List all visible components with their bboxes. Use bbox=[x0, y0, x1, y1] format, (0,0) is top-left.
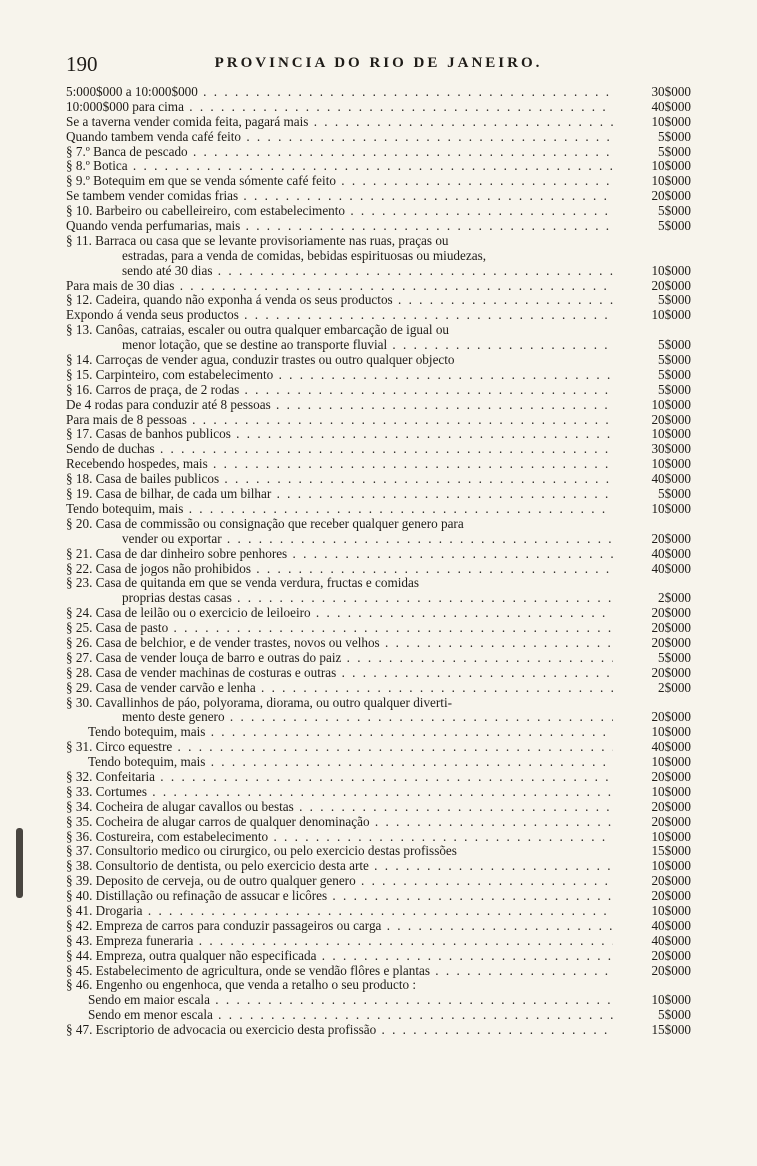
row-value: 10$000 bbox=[651, 992, 691, 1008]
table-row bbox=[66, 189, 691, 204]
table-row bbox=[66, 547, 691, 562]
table-row bbox=[66, 576, 691, 591]
row-label: Tendo botequim, mais . . . bbox=[88, 755, 613, 770]
row-value: 40$000 bbox=[651, 932, 691, 948]
table-row bbox=[66, 145, 691, 160]
table-row bbox=[66, 844, 691, 859]
row-value: 20$000 bbox=[651, 605, 691, 621]
row-value: 10$000 bbox=[651, 724, 691, 740]
table-row bbox=[66, 681, 691, 696]
row-value: 20$000 bbox=[651, 962, 691, 978]
table-row bbox=[66, 427, 691, 442]
table-row bbox=[66, 725, 691, 740]
row-label: Para mais de 30 dias . . . bbox=[66, 279, 613, 294]
row-value: 40$000 bbox=[651, 560, 691, 576]
row-value: 5$000 bbox=[658, 649, 691, 665]
row-value: 40$000 bbox=[651, 739, 691, 755]
row-value: 2$000 bbox=[658, 679, 691, 695]
row-label: § 32. Confeitaria . . . bbox=[66, 770, 613, 785]
page-header bbox=[66, 52, 691, 78]
row-value: 10$000 bbox=[651, 456, 691, 472]
row-value: 5$000 bbox=[658, 143, 691, 159]
row-label: § 37. Consultorio medico ou cirurgico, ou pelo exercicio destas profissões bbox=[66, 844, 457, 859]
row-label: § 35. Cocheira de alugar carros de qualquer denominação . . . bbox=[66, 815, 613, 830]
table-row bbox=[66, 904, 691, 919]
row-value: 10$000 bbox=[651, 828, 691, 844]
table-row bbox=[66, 338, 691, 353]
row-value: 20$000 bbox=[651, 709, 691, 725]
row-value: 20$000 bbox=[651, 768, 691, 784]
table-row bbox=[66, 815, 691, 830]
row-value: 40$000 bbox=[651, 471, 691, 487]
table-row bbox=[66, 919, 691, 934]
row-value: 20$000 bbox=[651, 634, 691, 650]
table-row bbox=[66, 859, 691, 874]
table-row bbox=[66, 219, 691, 234]
row-label: § 13. Canôas, catraias, escaler ou outra qualquer embarcação de igual ou bbox=[66, 323, 450, 338]
table-row bbox=[66, 115, 691, 130]
table-row bbox=[66, 830, 691, 845]
table-row bbox=[66, 279, 691, 294]
table-row bbox=[66, 800, 691, 815]
row-label: § 22. Casa de jogos não prohibidos . . . bbox=[66, 562, 613, 577]
row-label: Para mais de 8 pessoas . . . bbox=[66, 413, 613, 428]
row-value: 40$000 bbox=[651, 545, 691, 561]
row-value: 20$000 bbox=[651, 530, 691, 546]
ink-smudge bbox=[16, 828, 23, 898]
table-row bbox=[66, 770, 691, 785]
row-value: 5$000 bbox=[658, 1007, 691, 1023]
row-label: Se tambem vender comidas frias . . . bbox=[66, 189, 613, 204]
row-label: § 40. Distillação ou refinação de assucar e licôres . . . bbox=[66, 889, 613, 904]
row-label: § 27. Casa de vender louça de barro e outras do paiz . . . bbox=[66, 651, 613, 666]
table-row bbox=[66, 710, 691, 725]
row-label: § 23. Casa de quitanda em que se venda verdura, fructas e comidas bbox=[66, 576, 420, 591]
table-row bbox=[66, 755, 691, 770]
row-value: 20$000 bbox=[651, 813, 691, 829]
row-value: 2$000 bbox=[658, 590, 691, 606]
row-label: § 28. Casa de vender machinas de costuras e outras . . . bbox=[66, 666, 613, 681]
table-row bbox=[66, 636, 691, 651]
row-label: § 26. Casa de belchior, e de vender trastes, novos ou velhos . . . bbox=[66, 636, 613, 651]
table-row bbox=[66, 621, 691, 636]
table-row bbox=[66, 696, 691, 711]
row-label: § 20. Casa de commissão ou consignação que receber qualquer genero para bbox=[66, 516, 464, 531]
row-value: 5$000 bbox=[658, 203, 691, 219]
row-value: 5$000 bbox=[658, 292, 691, 308]
table-row bbox=[66, 368, 691, 383]
table-row bbox=[66, 785, 691, 800]
row-value: 15$000 bbox=[651, 843, 691, 859]
row-label: § 24. Casa de leilão ou o exercicio de leiloeiro . . . bbox=[66, 606, 613, 621]
row-value: 40$000 bbox=[651, 917, 691, 933]
row-label: § 33. Cortumes . . . bbox=[66, 785, 613, 800]
row-label: § 15. Carpinteiro, com estabelecimento . . . bbox=[66, 368, 613, 383]
table-row bbox=[66, 949, 691, 964]
table-row bbox=[66, 308, 691, 323]
row-label: § 7.º Banca de pescado . . . bbox=[66, 145, 613, 160]
table-row bbox=[66, 666, 691, 681]
row-label: § 9.º Botequim em que se venda sómente café feito . . . bbox=[66, 174, 613, 189]
row-value: 5$000 bbox=[658, 337, 691, 353]
row-label: § 42. Empreza de carros para conduzir passageiros ou carga . . . bbox=[66, 919, 613, 934]
row-label: Expondo á venda seus productos . . . bbox=[66, 308, 613, 323]
row-label: Tendo botequim, mais . . . bbox=[66, 502, 613, 517]
table-row bbox=[66, 472, 691, 487]
row-value: 15$000 bbox=[651, 1022, 691, 1038]
table-row bbox=[66, 442, 691, 457]
row-label: Sendo em maior escala . . . bbox=[88, 993, 613, 1008]
row-label: Sendo de duchas . . . bbox=[66, 442, 613, 457]
table-row bbox=[66, 130, 691, 145]
row-label: Tendo botequim, mais . . . bbox=[88, 725, 613, 740]
row-value: 20$000 bbox=[651, 947, 691, 963]
table-row bbox=[66, 651, 691, 666]
table-row bbox=[66, 517, 691, 532]
table-row bbox=[66, 993, 691, 1008]
row-label: § 18. Casa de bailes publicos . . . bbox=[66, 472, 613, 487]
table-row bbox=[66, 293, 691, 308]
row-value: 10$000 bbox=[651, 262, 691, 278]
row-value: 10$000 bbox=[651, 173, 691, 189]
row-value: 20$000 bbox=[651, 873, 691, 889]
row-label: § 29. Casa de vender carvão e lenha . . . bbox=[66, 681, 613, 696]
table-row bbox=[66, 532, 691, 547]
row-label: § 31. Circo equestre . . . bbox=[66, 740, 613, 755]
row-label: § 8.º Botica . . . bbox=[66, 159, 613, 174]
row-label: Recebendo hospedes, mais . . . bbox=[66, 457, 613, 472]
row-value: 10$000 bbox=[651, 396, 691, 412]
row-value: 5$000 bbox=[658, 218, 691, 234]
row-label: § 38. Consultorio de dentista, ou pelo exercicio desta arte . . . bbox=[66, 859, 613, 874]
table-row bbox=[66, 383, 691, 398]
table-row bbox=[66, 100, 691, 115]
table-row bbox=[66, 1023, 691, 1038]
row-value: 10$000 bbox=[651, 902, 691, 918]
row-value: 20$000 bbox=[651, 888, 691, 904]
tax-table bbox=[66, 85, 691, 1038]
table-row bbox=[66, 740, 691, 755]
row-value: 5$000 bbox=[658, 381, 691, 397]
row-label: Se a taverna vender comida feita, pagará mais . . . bbox=[66, 115, 613, 130]
table-row bbox=[66, 85, 691, 100]
row-value: 20$000 bbox=[651, 277, 691, 293]
table-row bbox=[66, 978, 691, 993]
row-value: 5$000 bbox=[658, 486, 691, 502]
table-row bbox=[66, 562, 691, 577]
table-row bbox=[66, 934, 691, 949]
row-label: § 25. Casa de pasto . . . bbox=[66, 621, 613, 636]
page-number: 190 bbox=[66, 52, 98, 76]
table-row bbox=[66, 874, 691, 889]
table-row bbox=[66, 159, 691, 174]
row-label: § 17. Casas de banhos publicos . . . bbox=[66, 427, 613, 442]
table-row bbox=[66, 413, 691, 428]
row-value: 5$000 bbox=[658, 366, 691, 382]
table-row bbox=[66, 487, 691, 502]
row-value: 20$000 bbox=[651, 188, 691, 204]
row-label: § 10. Barbeiro ou cabelleireiro, com estabelecimento . . . bbox=[66, 204, 613, 219]
row-label: Quando venda perfumarias, mais . . . bbox=[66, 219, 613, 234]
row-value: 20$000 bbox=[651, 411, 691, 427]
table-row bbox=[66, 204, 691, 219]
table-row bbox=[66, 1008, 691, 1023]
row-label: § 39. Deposito de cerveja, ou de outro qualquer genero . . . bbox=[66, 874, 613, 889]
table-row bbox=[66, 964, 691, 979]
row-value: 10$000 bbox=[651, 426, 691, 442]
row-value: 20$000 bbox=[651, 664, 691, 680]
row-label: vender ou exportar . . . bbox=[122, 532, 613, 547]
row-label: sendo até 30 dias . . . bbox=[122, 264, 613, 279]
row-value: 20$000 bbox=[651, 798, 691, 814]
table-row bbox=[66, 591, 691, 606]
row-label: § 44. Empreza, outra qualquer não especificada . . . bbox=[66, 949, 613, 964]
row-label: § 21. Casa de dar dinheiro sobre penhores . . . bbox=[66, 547, 613, 562]
row-label: § 36. Costureira, com estabelecimento . . . bbox=[66, 830, 613, 845]
row-label: § 47. Escriptorio de advocacia ou exercicio desta profissão . . . bbox=[66, 1023, 613, 1038]
row-label: estradas, para a venda de comidas, bebidas espirituosas ou miudezas, bbox=[122, 248, 487, 263]
table-row bbox=[66, 502, 691, 517]
row-value: 30$000 bbox=[651, 441, 691, 457]
row-label: § 14. Carroças de vender agua, conduzir trastes ou outro qualquer objecto bbox=[66, 353, 455, 368]
row-value: 10$000 bbox=[651, 158, 691, 174]
table-row bbox=[66, 174, 691, 189]
row-label: § 43. Empreza funeraria . . . bbox=[66, 934, 613, 949]
row-value: 20$000 bbox=[651, 620, 691, 636]
table-row bbox=[66, 234, 691, 249]
row-value: 10$000 bbox=[651, 307, 691, 323]
row-label: Sendo em menor escala . . . bbox=[88, 1008, 613, 1023]
table-row bbox=[66, 889, 691, 904]
row-value: 10$000 bbox=[651, 783, 691, 799]
row-label: § 16. Carros de praça, de 2 rodas . . . bbox=[66, 383, 613, 398]
row-label: De 4 rodas para conduzir até 8 pessoas . . . bbox=[66, 398, 613, 413]
row-label: § 30. Cavallinhos de páo, polyorama, diorama, ou outro qualquer diverti- bbox=[66, 695, 453, 710]
table-row bbox=[66, 249, 691, 264]
row-label: § 46. Engenho ou engenhoca, que venda a retalho o seu producto : bbox=[66, 978, 417, 993]
row-label: 5:000$000 a 10:000$000 . . . bbox=[66, 85, 613, 100]
table-row bbox=[66, 606, 691, 621]
row-label: § 12. Cadeira, quando não exponha á venda os seus productos . . . bbox=[66, 293, 613, 308]
row-label: § 34. Cocheira de alugar cavallos ou bestas . . . bbox=[66, 800, 613, 815]
row-value: 5$000 bbox=[658, 352, 691, 368]
row-value: 10$000 bbox=[651, 858, 691, 874]
row-label: 10:000$000 para cima . . . bbox=[66, 100, 613, 115]
row-value: 5$000 bbox=[658, 128, 691, 144]
row-value: 10$000 bbox=[651, 754, 691, 770]
row-value: 10$000 bbox=[651, 500, 691, 516]
row-label: § 19. Casa de bilhar, de cada um bilhar . . . bbox=[66, 487, 613, 502]
page-title: PROVINCIA DO RIO DE JANEIRO. bbox=[214, 55, 543, 71]
row-label: § 11. Barraca ou casa que se levante provisoriamente nas ruas, praças ou bbox=[66, 233, 449, 248]
row-value: 30$000 bbox=[651, 84, 691, 99]
row-label: menor lotação, que se destine ao transporte fluvial . . . bbox=[122, 338, 613, 353]
table-row bbox=[66, 457, 691, 472]
row-label: § 45. Estabelecimento de agricultura, onde se vendão flôres e plantas . . . bbox=[66, 964, 613, 979]
table-row bbox=[66, 264, 691, 279]
row-label: mento deste genero . . . bbox=[122, 710, 613, 725]
row-value: 40$000 bbox=[651, 98, 691, 114]
row-label: § 41. Drogaria . . . bbox=[66, 904, 613, 919]
table-row bbox=[66, 353, 691, 368]
row-label: Quando tambem venda café feito . . . bbox=[66, 130, 613, 145]
row-label: proprias destas casas . . . bbox=[122, 591, 613, 606]
table-row bbox=[66, 398, 691, 413]
table-row bbox=[66, 323, 691, 338]
row-value: 10$000 bbox=[651, 113, 691, 129]
